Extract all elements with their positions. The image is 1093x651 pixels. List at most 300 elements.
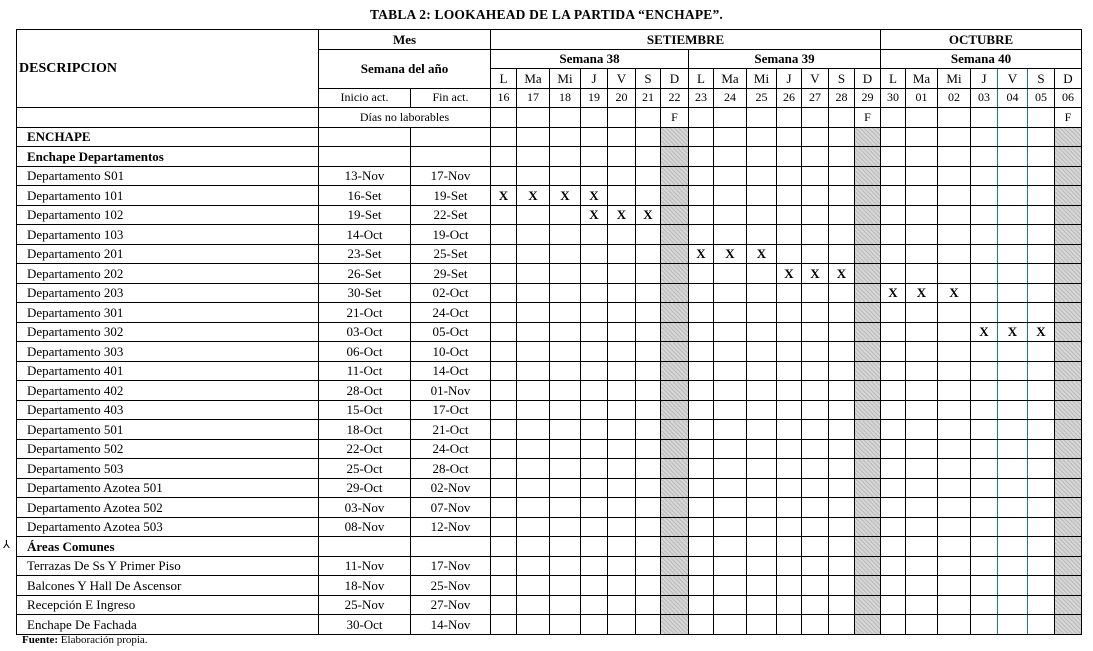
- schedule-cell: [998, 264, 1028, 284]
- schedule-cell: [938, 205, 971, 225]
- schedule-cell: [971, 186, 998, 206]
- schedule-cell: [689, 498, 714, 518]
- non-working-cell: [971, 108, 998, 128]
- start-date: 03-Oct: [319, 322, 411, 342]
- schedule-cell: [608, 127, 636, 147]
- schedule-cell: [689, 147, 714, 167]
- schedule-cell: [608, 439, 636, 459]
- table-row: [17, 576, 1082, 596]
- start-date: 28-Oct: [319, 381, 411, 401]
- schedule-cell: [636, 225, 661, 245]
- schedule-cell: [1055, 361, 1082, 381]
- non-working-cell: [714, 108, 747, 128]
- schedule-cell: [608, 322, 636, 342]
- schedule-mark: X: [747, 244, 777, 264]
- schedule-cell: [829, 615, 855, 635]
- schedule-cell: [998, 517, 1028, 537]
- activity-description: Departamento 101: [17, 186, 319, 206]
- schedule-cell: [581, 576, 608, 596]
- schedule-cell: [491, 127, 517, 147]
- schedule-cell: [829, 322, 855, 342]
- schedule-cell: [550, 556, 581, 576]
- schedule-cell: [829, 400, 855, 420]
- schedule-cell: [906, 595, 938, 615]
- table-row: [17, 166, 1082, 186]
- schedule-cell: [777, 381, 802, 401]
- schedule-cell: [636, 166, 661, 186]
- end-date: 24-Oct: [411, 303, 491, 323]
- schedule-cell: [938, 420, 971, 440]
- schedule-cell: [550, 303, 581, 323]
- schedule-mark: X: [517, 186, 550, 206]
- schedule-cell: [802, 186, 829, 206]
- schedule-cell: [661, 147, 689, 167]
- schedule-cell: [550, 225, 581, 245]
- day-number: 30: [881, 88, 906, 108]
- day-number: 27: [802, 88, 829, 108]
- schedule-cell: [517, 283, 550, 303]
- schedule-cell: [1055, 303, 1082, 323]
- schedule-cell: [777, 595, 802, 615]
- schedule-cell: [906, 498, 938, 518]
- schedule-cell: [491, 205, 517, 225]
- schedule-cell: [581, 537, 608, 557]
- schedule-cell: [1055, 127, 1082, 147]
- schedule-cell: [906, 264, 938, 284]
- section-label: ENCHAPE: [17, 127, 319, 147]
- start-date: [319, 537, 411, 557]
- day-letter: J: [581, 69, 608, 89]
- schedule-cell: [550, 439, 581, 459]
- schedule-cell: [714, 478, 747, 498]
- schedule-cell: [971, 225, 998, 245]
- activity-description: Departamento Azotea 503: [17, 517, 319, 537]
- schedule-cell: [491, 439, 517, 459]
- schedule-cell: [906, 127, 938, 147]
- start-date: 18-Oct: [319, 420, 411, 440]
- schedule-cell: [802, 615, 829, 635]
- schedule-cell: [636, 459, 661, 479]
- schedule-cell: [581, 342, 608, 362]
- schedule-cell: [747, 420, 777, 440]
- schedule-cell: [829, 283, 855, 303]
- schedule-cell: [517, 264, 550, 284]
- non-working-cell: [636, 108, 661, 128]
- schedule-cell: [829, 537, 855, 557]
- schedule-cell: [636, 381, 661, 401]
- schedule-cell: [1028, 186, 1055, 206]
- schedule-cell: [881, 478, 906, 498]
- non-working-cell: [881, 108, 906, 128]
- schedule-cell: [998, 400, 1028, 420]
- schedule-cell: [636, 556, 661, 576]
- start-date: 03-Nov: [319, 498, 411, 518]
- start-date: 16-Set: [319, 186, 411, 206]
- end-date: 10-Oct: [411, 342, 491, 362]
- schedule-cell: [1055, 205, 1082, 225]
- schedule-cell: [491, 147, 517, 167]
- non-working-cell: F: [855, 108, 881, 128]
- schedule-cell: [855, 264, 881, 284]
- schedule-cell: [517, 420, 550, 440]
- non-working-cell: [1028, 108, 1055, 128]
- table-title: TABLA 2: LOOKAHEAD DE LA PARTIDA “ENCHAPE”.: [369, 7, 724, 22]
- schedule-cell: [1028, 556, 1055, 576]
- schedule-cell: [550, 537, 581, 557]
- schedule-cell: [906, 400, 938, 420]
- schedule-cell: [998, 381, 1028, 401]
- schedule-cell: [855, 127, 881, 147]
- activity-description: Departamento 503: [17, 459, 319, 479]
- schedule-cell: [714, 283, 747, 303]
- schedule-cell: [491, 420, 517, 440]
- schedule-cell: [1028, 225, 1055, 245]
- schedule-cell: [689, 517, 714, 537]
- schedule-cell: [550, 283, 581, 303]
- schedule-cell: [802, 127, 829, 147]
- start-date: 23-Set: [319, 244, 411, 264]
- end-date: 14-Nov: [411, 615, 491, 635]
- day-letter: Mi: [747, 69, 777, 89]
- table-row: [17, 361, 1082, 381]
- schedule-cell: [829, 303, 855, 323]
- schedule-cell: [1055, 225, 1082, 245]
- start-date: 29-Oct: [319, 478, 411, 498]
- table-row: [17, 322, 1082, 342]
- day-number: 23: [689, 88, 714, 108]
- schedule-cell: [608, 498, 636, 518]
- schedule-cell: [1028, 303, 1055, 323]
- schedule-cell: [881, 556, 906, 576]
- end-date: 01-Nov: [411, 381, 491, 401]
- schedule-cell: [855, 576, 881, 596]
- non-working-cell: F: [661, 108, 689, 128]
- schedule-cell: [491, 576, 517, 596]
- schedule-cell: [491, 283, 517, 303]
- table-row: [17, 556, 1082, 576]
- schedule-cell: [747, 439, 777, 459]
- schedule-cell: [829, 478, 855, 498]
- schedule-cell: [714, 127, 747, 147]
- schedule-cell: [881, 459, 906, 479]
- activity-description: Departamento 403: [17, 400, 319, 420]
- schedule-cell: [971, 459, 998, 479]
- schedule-cell: [747, 576, 777, 596]
- schedule-cell: [971, 498, 998, 518]
- non-working-cell: [491, 108, 517, 128]
- schedule-cell: [636, 537, 661, 557]
- month-setiembre: SETIEMBRE: [491, 30, 881, 50]
- schedule-cell: [608, 342, 636, 362]
- schedule-cell: [491, 322, 517, 342]
- schedule-mark: X: [906, 283, 938, 303]
- schedule-cell: [971, 381, 998, 401]
- schedule-cell: [550, 498, 581, 518]
- schedule-cell: [581, 322, 608, 342]
- schedule-cell: [855, 381, 881, 401]
- schedule-cell: [829, 166, 855, 186]
- schedule-cell: [998, 537, 1028, 557]
- schedule-cell: [881, 439, 906, 459]
- schedule-cell: [747, 166, 777, 186]
- schedule-cell: [636, 576, 661, 596]
- schedule-cell: [855, 595, 881, 615]
- schedule-cell: [636, 244, 661, 264]
- schedule-cell: [906, 439, 938, 459]
- schedule-mark: X: [491, 186, 517, 206]
- table-row: [17, 478, 1082, 498]
- schedule-cell: [1028, 361, 1055, 381]
- schedule-cell: [906, 517, 938, 537]
- activity-description: Departamento S01: [17, 166, 319, 186]
- schedule-cell: [491, 517, 517, 537]
- schedule-cell: [881, 400, 906, 420]
- schedule-cell: [971, 615, 998, 635]
- schedule-cell: [550, 517, 581, 537]
- schedule-cell: [550, 127, 581, 147]
- schedule-cell: [636, 186, 661, 206]
- schedule-cell: [829, 459, 855, 479]
- schedule-cell: [636, 517, 661, 537]
- schedule-cell: [491, 556, 517, 576]
- schedule-cell: [491, 244, 517, 264]
- schedule-cell: [636, 303, 661, 323]
- non-working-cell: [581, 108, 608, 128]
- schedule-cell: [714, 381, 747, 401]
- schedule-cell: [829, 186, 855, 206]
- schedule-cell: [855, 537, 881, 557]
- schedule-cell: [517, 205, 550, 225]
- schedule-cell: [581, 361, 608, 381]
- schedule-cell: [938, 127, 971, 147]
- schedule-cell: [938, 595, 971, 615]
- schedule-cell: [1055, 166, 1082, 186]
- day-letter: V: [998, 69, 1028, 89]
- activity-description: Departamento 201: [17, 244, 319, 264]
- schedule-cell: [1028, 537, 1055, 557]
- schedule-cell: [1055, 322, 1082, 342]
- schedule-cell: [938, 303, 971, 323]
- day-number: 02: [938, 88, 971, 108]
- schedule-cell: [971, 342, 998, 362]
- activity-description: Departamento 301: [17, 303, 319, 323]
- schedule-cell: [714, 303, 747, 323]
- schedule-cell: [881, 166, 906, 186]
- schedule-cell: [491, 459, 517, 479]
- schedule-cell: [636, 400, 661, 420]
- schedule-cell: [777, 556, 802, 576]
- table-row: [17, 127, 1082, 147]
- schedule-cell: [1055, 244, 1082, 264]
- schedule-cell: [881, 225, 906, 245]
- week-label: Semana 39: [689, 49, 881, 69]
- activity-description: Recepción E Ingreso: [17, 595, 319, 615]
- schedule-cell: [550, 420, 581, 440]
- schedule-cell: [777, 478, 802, 498]
- schedule-cell: [550, 205, 581, 225]
- schedule-cell: [938, 186, 971, 206]
- schedule-mark: X: [777, 264, 802, 284]
- schedule-cell: [714, 186, 747, 206]
- schedule-cell: [747, 556, 777, 576]
- schedule-mark: X: [714, 244, 747, 264]
- lookahead-table: [16, 29, 1082, 635]
- schedule-cell: [581, 244, 608, 264]
- start-date: 19-Set: [319, 205, 411, 225]
- schedule-cell: [855, 615, 881, 635]
- schedule-cell: [1028, 420, 1055, 440]
- schedule-cell: [661, 303, 689, 323]
- end-date: 25-Set: [411, 244, 491, 264]
- start-date: 08-Nov: [319, 517, 411, 537]
- schedule-cell: [491, 615, 517, 635]
- day-number: 24: [714, 88, 747, 108]
- day-letter: V: [802, 69, 829, 89]
- day-letter: J: [777, 69, 802, 89]
- day-number: 25: [747, 88, 777, 108]
- schedule-cell: [881, 147, 906, 167]
- schedule-cell: [881, 264, 906, 284]
- day-letter: Mi: [938, 69, 971, 89]
- schedule-mark: X: [689, 244, 714, 264]
- schedule-cell: [608, 303, 636, 323]
- row-marker-glyph: ⅄: [3, 539, 10, 551]
- schedule-cell: [855, 322, 881, 342]
- start-date: [319, 127, 411, 147]
- schedule-cell: [747, 537, 777, 557]
- schedule-cell: [661, 225, 689, 245]
- schedule-cell: [906, 303, 938, 323]
- schedule-cell: [829, 381, 855, 401]
- schedule-cell: [855, 342, 881, 362]
- schedule-cell: [689, 303, 714, 323]
- schedule-cell: [881, 517, 906, 537]
- schedule-cell: [636, 283, 661, 303]
- schedule-cell: [971, 361, 998, 381]
- schedule-mark: X: [829, 264, 855, 284]
- table-row: [17, 595, 1082, 615]
- table-row: [17, 400, 1082, 420]
- end-date: 02-Nov: [411, 478, 491, 498]
- schedule-cell: [777, 459, 802, 479]
- day-letter: L: [881, 69, 906, 89]
- schedule-cell: [881, 420, 906, 440]
- schedule-cell: [802, 225, 829, 245]
- header-descripcion: DESCRIPCION: [17, 30, 319, 108]
- schedule-cell: [661, 556, 689, 576]
- schedule-cell: [636, 595, 661, 615]
- schedule-cell: [777, 244, 802, 264]
- schedule-cell: [802, 166, 829, 186]
- schedule-cell: [1055, 147, 1082, 167]
- schedule-cell: [881, 498, 906, 518]
- non-working-cell: [608, 108, 636, 128]
- schedule-cell: [777, 186, 802, 206]
- schedule-cell: [550, 478, 581, 498]
- schedule-cell: [1028, 400, 1055, 420]
- day-number: 04: [998, 88, 1028, 108]
- schedule-mark: X: [802, 264, 829, 284]
- week-label: Semana 40: [881, 49, 1082, 69]
- schedule-cell: [747, 127, 777, 147]
- schedule-cell: [802, 478, 829, 498]
- schedule-cell: [550, 342, 581, 362]
- schedule-cell: [550, 576, 581, 596]
- start-date: 22-Oct: [319, 439, 411, 459]
- schedule-cell: [881, 537, 906, 557]
- schedule-cell: [661, 576, 689, 596]
- schedule-cell: [881, 322, 906, 342]
- schedule-cell: [938, 537, 971, 557]
- end-date: [411, 147, 491, 167]
- schedule-cell: [802, 517, 829, 537]
- schedule-cell: [777, 537, 802, 557]
- schedule-cell: [517, 595, 550, 615]
- schedule-cell: [608, 225, 636, 245]
- schedule-cell: [938, 225, 971, 245]
- schedule-cell: [661, 322, 689, 342]
- table-row: [17, 420, 1082, 440]
- schedule-cell: [550, 381, 581, 401]
- schedule-cell: [517, 459, 550, 479]
- start-date: 15-Oct: [319, 400, 411, 420]
- source-text: Elaboración propia.: [60, 634, 148, 646]
- section-label: Enchape Departamentos: [17, 147, 319, 167]
- schedule-cell: [747, 498, 777, 518]
- header-inicio: Inicio act.: [319, 88, 411, 108]
- schedule-cell: [661, 537, 689, 557]
- schedule-cell: [491, 166, 517, 186]
- schedule-cell: [855, 244, 881, 264]
- day-letter: S: [636, 69, 661, 89]
- end-date: 21-Oct: [411, 420, 491, 440]
- non-working-cell: [517, 108, 550, 128]
- schedule-cell: [998, 595, 1028, 615]
- schedule-cell: [550, 615, 581, 635]
- schedule-cell: [855, 556, 881, 576]
- schedule-cell: [855, 361, 881, 381]
- schedule-cell: [608, 459, 636, 479]
- non-working-cell: [906, 108, 938, 128]
- day-number: 21: [636, 88, 661, 108]
- schedule-cell: [1028, 517, 1055, 537]
- schedule-cell: [829, 342, 855, 362]
- schedule-cell: [906, 147, 938, 167]
- schedule-cell: [829, 439, 855, 459]
- schedule-cell: [1055, 478, 1082, 498]
- schedule-cell: [802, 459, 829, 479]
- schedule-cell: [661, 498, 689, 518]
- source-note: [22, 634, 148, 646]
- table-row: [17, 244, 1082, 264]
- day-number: 06: [1055, 88, 1082, 108]
- schedule-cell: [661, 420, 689, 440]
- schedule-cell: [689, 166, 714, 186]
- day-number: 22: [661, 88, 689, 108]
- schedule-cell: [777, 400, 802, 420]
- schedule-cell: [581, 303, 608, 323]
- schedule-cell: [581, 127, 608, 147]
- schedule-cell: [777, 322, 802, 342]
- schedule-cell: [1028, 127, 1055, 147]
- day-letter: Ma: [714, 69, 747, 89]
- schedule-cell: [581, 517, 608, 537]
- schedule-cell: [1055, 537, 1082, 557]
- section-label: Áreas Comunes: [17, 537, 319, 557]
- schedule-cell: [747, 381, 777, 401]
- schedule-cell: [517, 381, 550, 401]
- schedule-cell: [881, 127, 906, 147]
